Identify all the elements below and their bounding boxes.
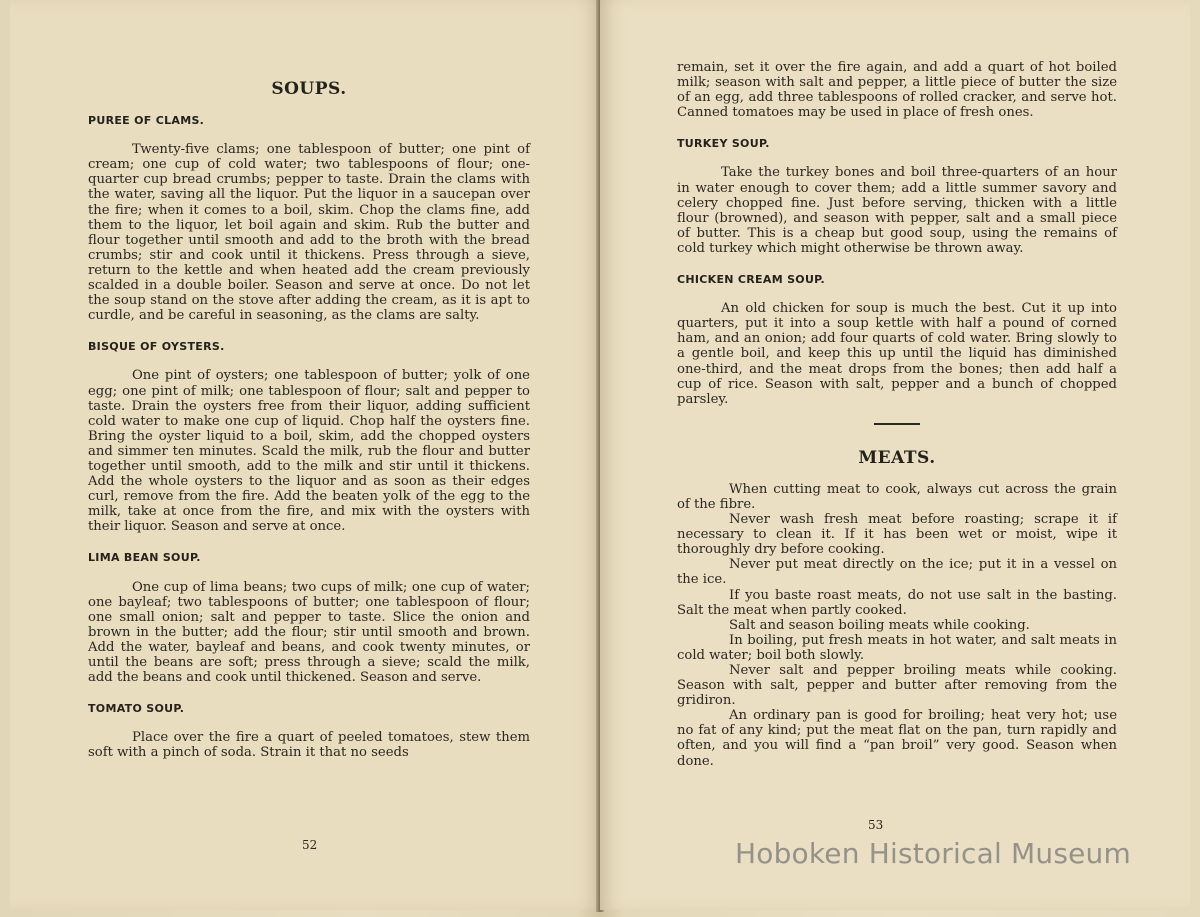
- meats-heading: MEATS.: [858, 447, 936, 468]
- page-number-right: 53: [868, 818, 884, 832]
- recipe-title-chicken-cream-soup: CHICKEN CREAM SOUP.: [677, 273, 825, 287]
- meats-paragraph: Never salt and pepper broiling meats while cooking. Season with salt, pepper and butter after removing from the gridiron.: [677, 663, 1117, 709]
- recipe-body-tomato-soup: Place over the fire a quart of peeled tomatoes, stew them soft with a pinch of soda. Strain it that no seeds: [88, 730, 530, 761]
- meats-paragraph: An ordinary pan is good for broiling; heat very hot; use no fat of any kind; put the meat flat on the pan, turn rapidly and often, and you will find a “pan broil” very good. Season when done.: [677, 708, 1117, 769]
- meats-paragraph: In boiling, put fresh meats in hot water, and salt meats in cold water; boil both slowly.: [677, 632, 1117, 663]
- section-divider: [874, 423, 920, 425]
- left-page-text: [88, 79, 530, 776]
- recipe-body-turkey-soup: Take the turkey bones and boil three-quarters of an hour in water enough to cover them; add a little summer savory and celery chopped fine. Just before serving, thicken with a little flour (browned), and season with pepper, salt and a small piece of butter. This is a cheap but good soup, using the remains of cold turkey which might otherwise be thrown away.: [677, 165, 1117, 256]
- left-page: [10, 0, 601, 910]
- recipe-body-puree-of-clams: Twenty-five clams; one tablespoon of butter; one pint of cream; one cup of cold water; two tablespoons of flour; one-quarter cup bread crumbs; pepper to taste. Drain the clams with the water, saving all the liquor. Put the liquor in a saucepan over the fire; when it comes to a boil, skim. Chop the clams fine, add them to the liquor, let boil again and skim. Rub the butter and flour together until smooth and add to the broth with the bread crumbs; stir and cook until it thickens. Press through a sieve, return to the kettle and when heated add the cream previously scalded in a double boiler. Season and serve at once. Do not let the soup stand on the stove after adding the cream, as it is apt to curdle, and be careful in seasoning, as the clams are salty.: [88, 142, 530, 324]
- recipe-title-bisque-of-oysters: BISQUE OF OYSTERS.: [88, 340, 225, 354]
- page-number-left: 52: [302, 838, 318, 852]
- tomato-soup-continuation: remain, set it over the fire again, and add a quart of hot boiled milk; season with salt and pepper, a little piece of butter the size of an egg, add three tablespoons of rolled cracker, and serve hot. Canned tomatoes may be used in place of fresh ones.: [677, 60, 1117, 121]
- meats-paragraph: Salt and season boiling meats while cooking.: [729, 617, 1030, 633]
- right-page-text: [677, 60, 1117, 769]
- recipe-body-lima-bean-soup: One cup of lima beans; two cups of milk; one cup of water; one bayleaf; two tablespoons of butter; one tablespoon of flour; one small onion; salt and pepper to taste. Slice the onion and brown in the butter; add the flour; stir until smooth and brown. Add the water, bayleaf and beans, and cook twenty minutes, or until the beans are soft; press through a sieve; scald the milk, add the beans and cook until thickened. Season and serve.: [88, 579, 530, 686]
- right-page: [600, 0, 1190, 910]
- recipe-title-lima-bean-soup: LIMA BEAN SOUP.: [88, 551, 201, 565]
- meats-paragraph: Never put meat directly on the ice; put it in a vessel on the ice.: [677, 557, 1117, 588]
- meats-paragraph: Never wash fresh meat before roasting; scrape it if necessary to clean it. If it has been wet or moist, wipe it thoroughly dry before cooking.: [677, 512, 1117, 558]
- recipe-body-chicken-cream-soup: An old chicken for soup is much the best. Cut it up into quarters, put it into a soup kettle with half a pound of corned ham, and an onion; add four quarts of cold water. Bring slowly to a gentle boil, and keep this up until the liquid has diminished one-third, and the meat drops from the bones; then add half a cup of rice. Season with salt, pepper and a bunch of chopped parsley.: [677, 301, 1117, 407]
- soups-heading: SOUPS.: [271, 79, 347, 99]
- recipe-title-puree-of-clams: PUREE OF CLAMS.: [88, 114, 205, 128]
- meats-paragraph: If you baste roast meats, do not use salt in the basting. Salt the meat when partly cooked.: [677, 587, 1117, 618]
- meats-paragraph: When cutting meat to cook, always cut across the grain of the fibre.: [677, 481, 1117, 512]
- recipe-body-bisque-of-oysters: One pint of oysters; one tablespoon of butter; yolk of one egg; one pint of milk; one tablespoon of flour; salt and pepper to taste. Drain the oysters free from their liquor, adding sufficient cold water to make one cup of liquid. Chop half the oysters fine. Bring the oyster liquid to a boil, skim, add the chopped oysters and simmer ten minutes. Scald the milk, rub the flour and butter together until smooth, add to the milk and stir until it thickens. Add the whole oysters to the liquor and as soon as their edges curl, remove from the fire. Add the beaten yolk of the egg to the milk, take at once from the fire, and mix with the oysters with their liquor. Season and serve at once.: [88, 368, 530, 535]
- museum-watermark: Hoboken Historical Museum: [735, 837, 1131, 870]
- recipe-title-turkey-soup: TURKEY SOUP.: [677, 137, 770, 151]
- recipe-title-tomato-soup: TOMATO SOUP.: [88, 702, 185, 716]
